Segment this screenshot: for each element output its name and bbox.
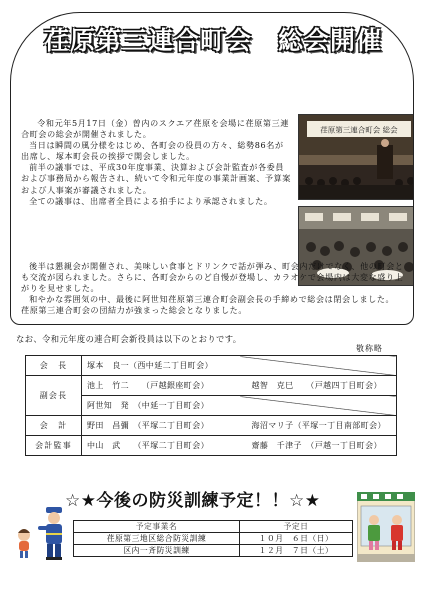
article-paragraph: 全ての議事は、出席者全員による拍手により承認されました。: [29, 195, 273, 206]
name-cell: 池上 竹二 （戸越銀座町会）: [82, 376, 240, 396]
table-row: [26, 356, 397, 376]
name-cell: 中山 武 （平塚二丁目町会）: [82, 436, 240, 456]
firefighter-child-illustration: [12, 503, 72, 561]
meeting-hall-image: [299, 115, 414, 200]
table-row: [26, 396, 397, 416]
column-header: 予定事業名: [74, 521, 240, 533]
table-row: [26, 416, 397, 436]
fire-station-icon: [357, 490, 415, 562]
honorific-note: 敬称略: [356, 344, 383, 353]
firefighter-icon: [12, 503, 72, 561]
role-cell: 会計監事: [26, 436, 82, 456]
name-cell: 齋藤 千津子 （戸越一丁目町会）: [240, 436, 397, 456]
officers-intro: なお、令和元年度の連合町会新役員は以下のとおりです。: [16, 334, 242, 344]
event-cell: 区内一斉防災訓練: [74, 545, 240, 557]
banner-text: 荏原第三連合町会 総会: [320, 125, 398, 135]
article-frame: [10, 12, 414, 325]
article-paragraph: 和やかな雰囲気の中、最後に阿世知荏原第三連合町会副会長の手締めで総会は閉会しました。: [29, 294, 395, 305]
table-row: [74, 533, 353, 545]
fire-station-illustration: [357, 490, 415, 562]
role-cell: 会 長: [26, 356, 82, 376]
name-cell: 阿世知 発 （中延一丁目町会）: [82, 396, 240, 416]
article-paragraph: 後半は懇親会が開催され、美味しい食事とドリンクで話が弾み、町会内だけでなく、他の町会とも交流が図られました。さらに、各町会からのど自慢が登場し、カラオケで会場内は大変な盛り上がりを見せました。: [21, 261, 404, 294]
date-cell: １０月 ６日（日）: [240, 533, 353, 545]
table-header-row: [74, 521, 353, 533]
column-header: 予定日: [240, 521, 353, 533]
table-row: [74, 545, 353, 557]
name-cell: 越智 克巳 （戸越四丁目町会）: [240, 376, 397, 396]
page-title: 荏原第三連合町会 総会開催: [43, 26, 382, 55]
role-cell: 副会長: [26, 376, 82, 416]
table-row: [26, 436, 397, 456]
empty-cell: [240, 396, 397, 416]
table-row: [26, 376, 397, 396]
article-body-upper: [21, 118, 291, 207]
date-cell: １２月 ７日（土）: [240, 545, 353, 557]
empty-cell: [240, 356, 397, 376]
role-cell: 会 計: [26, 416, 82, 436]
event-cell: 荏原第三地区総合防災訓練: [74, 533, 240, 545]
article-body-lower: [21, 261, 405, 316]
officers-table: [25, 355, 397, 456]
article-paragraph: 前半の議事では、平成30年度事業、決算および会計監査が各委員および事務局から報告され、続いて令和元年度の事業計画案、予算案および人事案が審議されました。: [21, 162, 291, 195]
article-paragraph: 令和元年5月17日（金）曽内のスクエア荏原を会場に荏原第三連合町会の総会が開催されました。: [21, 118, 290, 140]
name-cell: 野田 昌彌 （平塚二丁目町会）: [82, 416, 240, 436]
general-meeting-photo: [298, 114, 414, 200]
name-cell: 塚本 良一（西中延二丁目町会）: [82, 356, 240, 376]
article-paragraph: 当日は瞬間の風分様をはじめ、各町会の役員の方々、総勢86名が出席し、塚本町会長の挨拶で開会しました。: [21, 140, 284, 162]
drill-heading: ☆★今後の防災訓練予定！！☆★: [65, 491, 321, 511]
article-paragraph: 荏原第三連合町会の団結力が強まった総会となりました。: [21, 305, 248, 316]
drill-schedule-table: [73, 520, 353, 557]
name-cell: 海沼マリ子（平塚一丁目南部町会）: [240, 416, 397, 436]
